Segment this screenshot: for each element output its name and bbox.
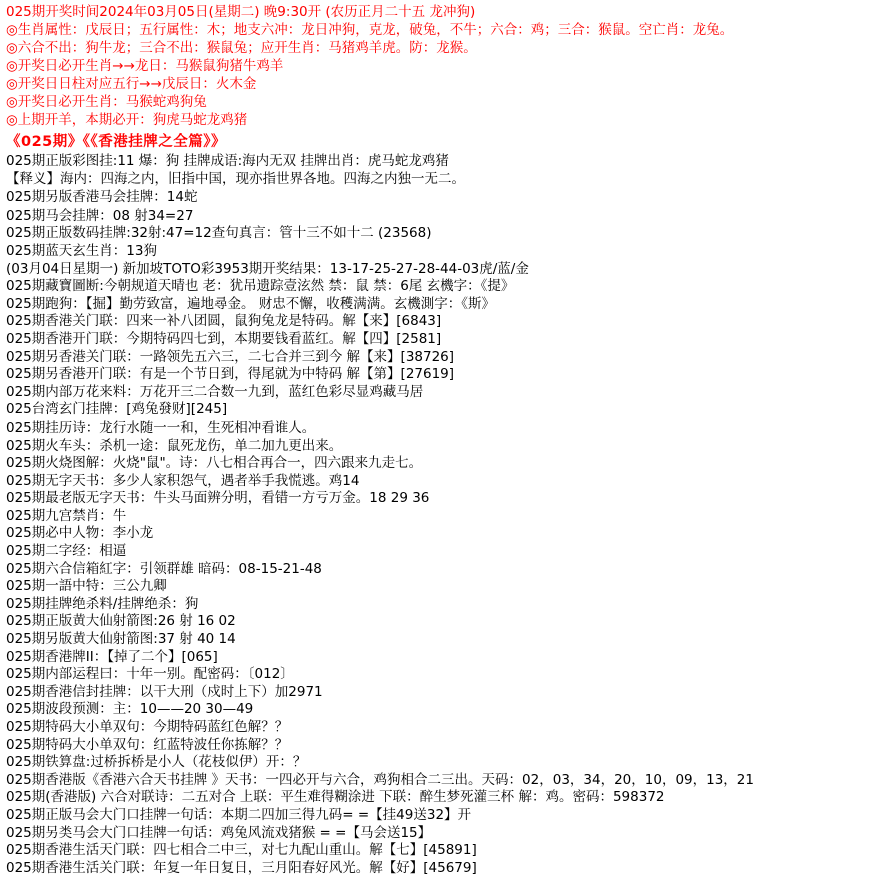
content-line: 025期香港信封挂牌：以干大刑（戍时上下）加2971 [6,683,323,700]
content-block [6,153,885,877]
content-line: 025期马会挂牌：08 射34=27 [6,207,194,224]
content-line: 025期香港生活关门联：年复一年日复日，三月阳春好风光。解【好】[45679] [6,859,477,876]
content-line: 025期特码大小单双句：今期特码蓝红色解？？ [6,719,289,735]
section-title-name: 《《香港挂牌之全篇》》 [82,134,227,150]
draw-time-header: 025期开奖时间2024年03月05日(星期二) 晚9:30开 (农历正月二十五 龙冲狗) [6,4,476,20]
content-line: 025期无字天书：多少人家积怨气，遇者举手我慌逃。鸡14 [6,472,360,489]
content-line: 025期蓝天玄生肖：13狗 [6,242,157,259]
content-line: 025期正版马会大门口挂牌一句话：本期二四加三得九码= =【挂49送32】开 [6,806,472,823]
content-line: 025期正版彩图挂:11 爆：狗 挂牌成语:海内无双 挂牌出肖：虎马蛇龙鸡猪 [6,153,449,169]
content-line: 025期另类马会大门口挂牌一句话：鸡兔风流戏猪猴 = =【马会送15】 [6,824,432,841]
content-line: 025期香港生活天门联：四七相合二中三，对七九配山重山。解【七】[45891] [6,842,477,859]
content-line: 025期香港牌II：【掉了二个】[065] [6,648,218,665]
content-line: 025期(香港版) 六合对联诗：二五对合 上联：平生难得糊涂进 下联：醉生梦死灌三杯 解：鸡。密码：598372 [6,789,665,806]
content-line: 025期另版黄大仙射箭图:37 射 40 14 [6,631,236,648]
content-line: 025期最老版无字天书：牛头马面辨分明，看错一方亏万金。18 29 36 [6,490,430,507]
content-line: 025期特码大小单双句：红蓝特波任你拣解？？ [6,736,289,753]
info-line: ◎六合不出：狗牛龙；三合不出：猴鼠兔；应开生肖：马猪鸡羊虎。防：龙猴。 [6,40,477,56]
content-line: 025期香港版《香港六合天书挂牌 》天书：一四必开与六合，鸡狗相合二三出。天码：02，03，34，20，10，09，13，21 [6,771,754,788]
content-line: 025期火车头：杀机一途：鼠死龙伤，单二加九更出来。 [6,437,343,454]
content-line: 025期藏寶圖断:今朝规道天晴也 老：犹吊遗踪壹泫然 禁：鼠 禁：6尾 玄機字：《提》 [6,278,515,295]
section-title [6,131,885,153]
section-title-issue: 《025期》 [6,134,83,150]
content-line: 025期必中人物：李小龙 [6,525,154,542]
info-block [6,21,885,129]
content-line: 025期另香港开门联：有是一个节日到，得尾就为中特码 解【第】[27619] [6,366,455,383]
content-line: 025期二字经：相逼 [6,543,127,560]
content-line: 025期九宫禁肖：牛 [6,507,127,524]
content-line: 025期跑狗：【掘】勤劳致富，遍地尋金。 财忠不懈，收穫满满。玄機測字：《斯》 [6,295,496,312]
content-line: 【释义】海内：四海之内，旧指中国，现亦指世界各地。四海之内独一无二。 [6,170,465,187]
content-line: 025期香港关门联：四来一补八团圆，鼠狗兔龙是特码。解【来】[6843] [6,313,442,330]
content-line: 025期正版数码挂牌:32射:47=12查句真言：管十三不如十二 (23568) [6,225,432,242]
content-line: 025期挂历诗：龙行水随一一和，生死相冲看谁人。 [6,419,316,436]
info-line: ◎生肖属性：戊辰日；五行属性：木；地支六冲：龙日冲狗，克龙，破兔，不牛；六合：鸡；三合：猴鼠。空亡肖：龙兔。 [6,22,734,38]
content-line: 025期挂牌绝杀料/挂牌绝杀：狗 [6,595,199,612]
content-line: 025期火烧图解：火烧"鼠"。诗：八七相合再合一，四六跟来九走七。 [6,455,423,472]
info-line: ◎开奖日必开生肖→→龙日：马猴鼠狗猪牛鸡羊 [6,58,284,74]
info-line: ◎开奖日日柱对应五行→→戊辰日：火木金 [6,76,257,92]
content-line: 025台湾玄门挂牌：[鸡兔發财][245] [6,401,228,418]
content-line: 025期另香港关门联：一路领先五六三，二七合并三到今 解【来】[38726] [6,348,455,365]
content-line: 025期六合信箱紅字：引领群雄 暗码：08-15-21-48 [6,560,322,577]
content-line: 025期香港开门联：今期特码四七到，本期要钱看蓝红。解【四】[2581] [6,330,442,347]
content-line: 025期波段预测：主：10——20 30—49 [6,701,254,718]
content-line: 025期内部万花来料：万花开三二合数一九到，蓝红色彩尽显鸡藏马居 [6,383,424,400]
content-line: (03月04日星期一) 新加坡TOTO彩3953期开奖结果：13-17-25-27-28-44-03虎/蓝/金 [6,260,529,277]
content-line: 025期内部运程曰：十年一别。配密码：〔012〕 [6,666,294,683]
info-line: ◎开奖日必开生肖：马猴蛇鸡狗兔 [6,94,207,110]
content-line: 025期一語中特：三公九卿 [6,578,167,595]
content-line: 025期另版香港马会挂牌：14蛇 [6,189,198,206]
content-line: 025期铁算盘:过桥拆桥是小人（花枝似伊）开：？ [6,754,307,771]
info-line: ◎上期开羊，本期必开：狗虎马蛇龙鸡猪 [6,112,248,128]
content-line: 025期正版黄大仙射箭图:26 射 16 02 [6,613,236,630]
